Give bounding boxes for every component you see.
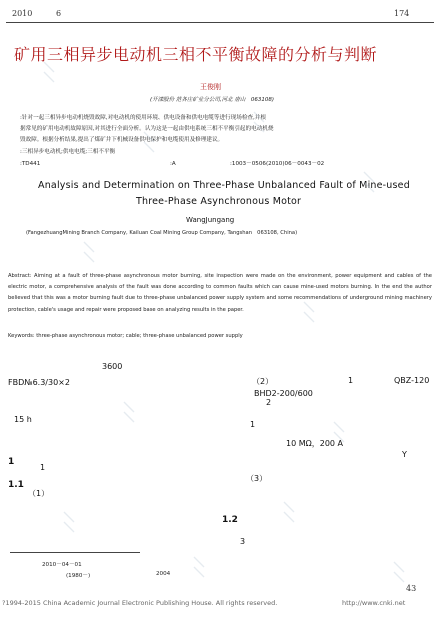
watermark-glyph-icon (40, 60, 58, 86)
footnote-bio: (1980－) (66, 573, 91, 579)
body-num-1b: 1 (250, 420, 256, 429)
watermark-glyph-icon (140, 130, 158, 156)
article-number: :1003－0506(2010)06－0043－02 (230, 161, 325, 167)
section-1-heading: 1 (8, 457, 15, 467)
body-motor-spec: 10 MΩ，200 A (286, 439, 344, 448)
watermark-mark (140, 130, 158, 156)
header-rule (6, 22, 434, 23)
title-en-line1: Analysis and Determination on Three-Phase Unbalanced Fault of Mine-used (38, 180, 410, 191)
title-cn: 矿用三相异步电动机三相不平衡故障的分析与判断 (14, 45, 378, 64)
watermark-mark (280, 500, 298, 526)
watermark-glyph-icon (280, 500, 298, 526)
footnote-received: 2010－04－01 (42, 562, 82, 568)
watermark-glyph-icon (80, 240, 98, 266)
watermark-mark (190, 555, 208, 581)
watermark-glyph-icon (330, 420, 348, 446)
body-qbz-model: QBZ-120 (394, 376, 430, 385)
footnote-year: 2004 (156, 571, 171, 577)
body-fbd-model: FBD№6.3/30×2 (8, 378, 70, 387)
watermark-mark (40, 60, 58, 86)
body-num-3: 3 (240, 537, 246, 546)
watermark-glyph-icon (250, 110, 268, 136)
body-num-3600: 3600 (102, 362, 123, 371)
watermark-mark (330, 420, 348, 446)
watermark-glyph-icon (120, 400, 138, 426)
watermark-glyph-icon (60, 510, 78, 536)
keywords-cn: :三相异步电动机;供电电缆;三相不平衡 (20, 149, 116, 155)
author-en: WangJungang (186, 216, 235, 224)
watermark-glyph-icon (390, 560, 408, 586)
abstract-cn-line1: :针对一起三相异步电动机烧毁故障,对电动机的使用环境、供电设备和供电电缆等进行现场检查,并根 (20, 115, 266, 121)
body-num-1: 1 (348, 376, 354, 385)
affiliation-cn: (开滦股份 范各庄矿业分公司,河北 唐山 063108) (150, 97, 275, 103)
author-cn: 王俊刚 (200, 83, 221, 91)
body-num-2: 2 (266, 398, 272, 407)
watermark-glyph-icon (300, 300, 318, 326)
copyright-notice: ?1994-2015 China Academic Journal Electronic Publishing House. All rights reserved. (2, 599, 278, 607)
abstract-cn-line3: 毁故障。根据分析结果,提出了煤矿井下机械设备供电保护和电缆使用及修理建议。 (20, 137, 224, 143)
abstract-cn-line2: 据常见的矿用电动机故障原因,对其进行全面分析。认为这是一起由供电系统三相不平衡引起的电动机烧 (20, 126, 274, 132)
title-en-line2: Three-Phase Asynchronous Motor (136, 196, 302, 207)
body-y-label: Y (402, 450, 407, 459)
header-year: 2010 (12, 9, 33, 18)
header-page-number: 174 (394, 9, 410, 18)
body-15h: 15 h (14, 415, 32, 424)
section-1-2-heading: 1.2 (222, 515, 238, 525)
website-link[interactable]: http://www.cnki.net (342, 599, 406, 607)
body-paren-1: （1） (28, 489, 50, 498)
watermark-glyph-icon (190, 555, 208, 581)
watermark-mark (120, 400, 138, 426)
watermark-mark (390, 560, 408, 586)
watermark-mark (250, 110, 268, 136)
section-1-1-heading: 1.1 (8, 480, 24, 490)
watermark-mark (300, 300, 318, 326)
body-paren-3: （3） (246, 474, 268, 483)
footnote-rule (10, 552, 140, 553)
document-code: :A (170, 161, 176, 167)
clc-number: :TD441 (20, 161, 41, 167)
keywords-en: Keywords: three-phase asynchronous motor; cable; three-phase unbalanced power supply (8, 333, 243, 339)
watermark-mark (80, 240, 98, 266)
footer-page-number: 43 (406, 584, 417, 593)
header-issue: 6 (56, 9, 62, 18)
watermark-mark (360, 170, 378, 196)
watermark-mark (60, 510, 78, 536)
affiliation-en: (FangezhuangMining Branch Company, Kailuan Coal Mining Group Company, Tangshan 063108, China) (26, 230, 298, 236)
watermark-glyph-icon (360, 170, 378, 196)
abstract-en: Abstract: Aiming at a fault of three-phase asynchronous motor burning, site inspection were made on the environment, power equipment and cables of the electric motor, a comprehensive analysis of the fault was done according to common faults which can cause mine-used motors burning. In the end the author believed that this was a motor burning fault due to three-phase unbalanced power supply system and some recommendations of underground mining machinery protection, cable's usage and repair were proposed base on analyzing results in the paper. (8, 273, 432, 313)
body-paren-2: （2） (252, 377, 274, 386)
body-item-1: 1 (40, 463, 46, 472)
body-bhd-model: BHD2-200/600 (254, 389, 313, 398)
